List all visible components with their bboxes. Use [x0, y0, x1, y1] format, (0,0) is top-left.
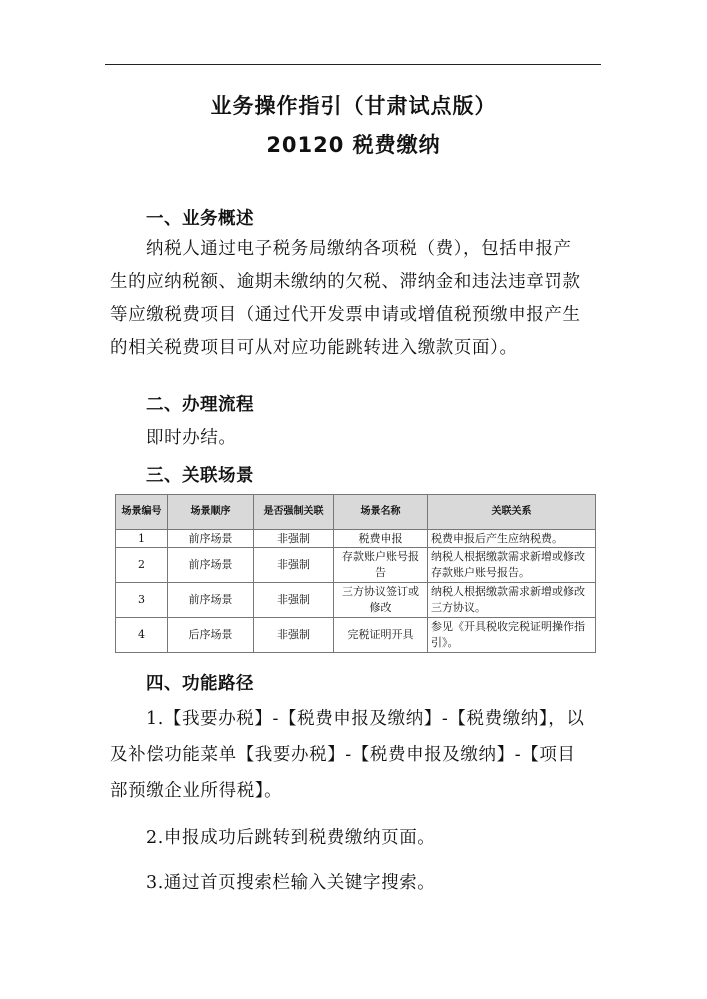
table-cell: 税费申报后产生应纳税费。 [428, 530, 596, 548]
column-header: 关联关系 [428, 495, 596, 530]
table-header-row [116, 495, 596, 530]
table-cell: 非强制 [254, 530, 334, 548]
table-cell: 3 [116, 583, 168, 618]
table-cell: 非强制 [254, 618, 334, 653]
section-heading-overview: 一、业务概述 [146, 209, 254, 229]
table-cell: 1 [116, 530, 168, 548]
column-header: 场景编号 [116, 495, 168, 530]
table-cell: 非强制 [254, 548, 334, 583]
process-text: 即时办结。 [146, 428, 237, 448]
section-heading-process: 二、办理流程 [146, 395, 254, 415]
document-subtitle: 20120 税费缴纳 [266, 133, 441, 157]
table-row [116, 530, 596, 548]
table-cell: 纳税人根据缴款需求新增或修改三方协议。 [428, 583, 596, 618]
table-cell: 存款账户账号报告 [334, 548, 428, 583]
header-rule [105, 64, 601, 65]
section-heading-scenes: 三、关联场景 [146, 466, 254, 486]
table-cell: 后序场景 [168, 618, 254, 653]
table-cell: 纳税人根据缴款需求新增或修改存款账户账号报告。 [428, 548, 596, 583]
table-cell: 前序场景 [168, 548, 254, 583]
path-item-1-line-3: 部预缴企业所得税】。 [110, 781, 283, 801]
table-cell: 前序场景 [168, 583, 254, 618]
column-header: 是否强制关联 [254, 495, 334, 530]
table-row [116, 583, 596, 618]
overview-line-4: 的相关税费项目可从对应功能跳转进入缴款页面）。 [110, 338, 518, 358]
overview-line-2: 生的应纳税额、逾期未缴纳的欠税、滞纳金和违法违章罚款 [110, 272, 581, 292]
table-cell: 三方协议签订或修改 [334, 583, 428, 618]
document-title: 业务操作指引（甘肃试点版） [210, 94, 497, 118]
column-header: 场景名称 [334, 495, 428, 530]
section-heading-path: 四、功能路径 [146, 674, 254, 694]
table-row [116, 618, 596, 653]
overview-line-3: 等应缴税费项目（通过代开发票申请或增值税预缴申报产生 [110, 305, 581, 325]
table-cell: 完税证明开具 [334, 618, 428, 653]
table-cell: 参见《开具税收完税证明操作指引》。 [428, 618, 596, 653]
path-item-1-line-1: 1.【我要办税】-【税费申报及缴纳】-【税费缴纳】，以 [146, 709, 585, 729]
column-header: 场景顺序 [168, 495, 254, 530]
table-cell: 2 [116, 548, 168, 583]
table-cell: 税费申报 [334, 530, 428, 548]
path-item-2: 2.申报成功后跳转到税费缴纳页面。 [146, 828, 436, 848]
table-cell: 4 [116, 618, 168, 653]
table-cell: 前序场景 [168, 530, 254, 548]
scenes-table [115, 494, 596, 653]
path-item-3: 3.通过首页搜索栏输入关键字搜索。 [146, 873, 436, 893]
table-row [116, 548, 596, 583]
overview-line-1: 纳税人通过电子税务局缴纳各项税（费），包括申报产 [146, 239, 572, 259]
table-cell: 非强制 [254, 583, 334, 618]
path-item-1-line-2: 及补偿功能菜单【我要办税】-【税费申报及缴纳】-【项目 [110, 745, 576, 765]
